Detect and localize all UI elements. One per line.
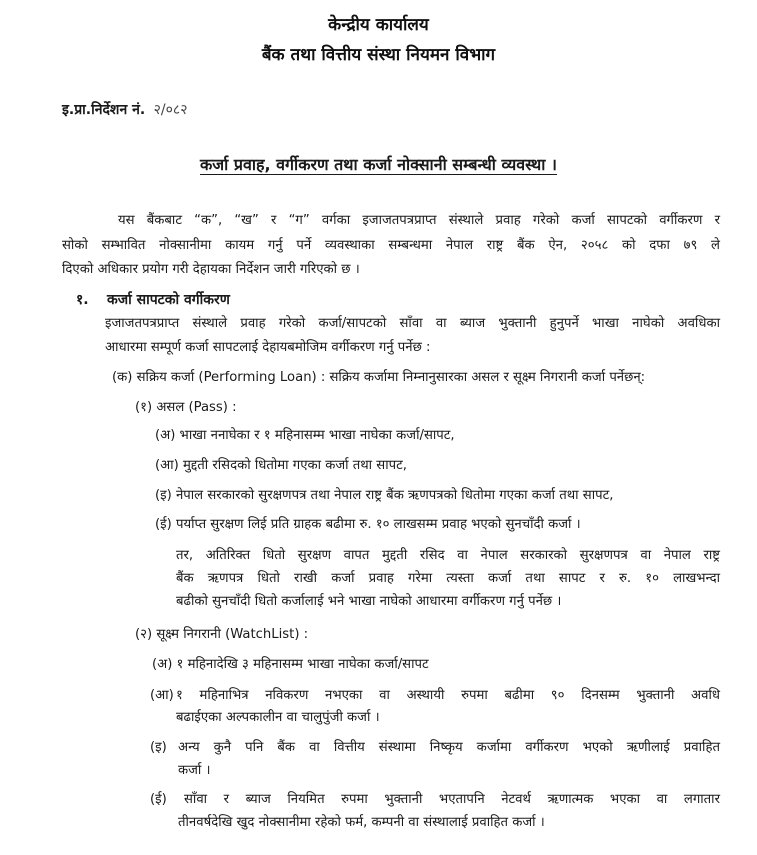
pass-item: (ई) पर्याप्त सुरक्षण लिई प्रति ग्राहक बढीमा रु. १० लाखसम्म प्रवाह भएको सुनचाँदी कर्जा । (155, 517, 581, 532)
section-paragraph-line: आधारमा सम्पूर्ण कर्जा सापटलाई देहायबमोजिम वर्गीकरण गर्नु पर्नेछ : (105, 340, 431, 355)
directive-value: २/०८२ (153, 102, 188, 118)
section-heading: कर्जा सापटको वर्गीकरण (107, 292, 230, 308)
section-paragraph-line: इजाजतपत्रप्राप्त संस्थाले प्रवाह गरेको कर्जा/सापटको साँवा वा ब्याज भुक्तानी हुनुपर्ने भाखा नाघेको अवधिका (105, 316, 720, 331)
watchlist-item: (अ) १ महिनादेखि ३ महिनासम्म भाखा नाघेका कर्जा/सापट (152, 657, 429, 672)
section-number: १. (76, 292, 89, 308)
pass-item: (इ) नेपाल सरकारको सुरक्षणपत्र तथा नेपाल राष्ट्र बैंक ऋणपत्रको धितोमा गएका कर्जा तथा सापट, (155, 488, 614, 503)
proviso-line: तर, अतिरिक्त धितो सुरक्षण वापत मुद्दती रसिद वा नेपाल सरकारको सुरक्षणपत्र वा नेपाल राष्ट्र (176, 548, 720, 563)
proviso-line: बढीको सुनचाँदी धितो कर्जालाई भने भाखा नाघेको आधारमा वर्गीकरण गर्नु पर्नेछ । (176, 594, 562, 609)
document-title: कर्जा प्रवाह, वर्गीकरण तथा कर्जा नोक्सानी सम्बन्धी व्यवस्था । (199, 155, 557, 174)
watchlist-item-line: तीनवर्षदेखि खुद नोक्सानीमा रहेको फर्म, कम्पनी वा संस्थालाई प्रवाहित कर्जा । (178, 815, 545, 830)
watchlist-heading: (२) सूक्ष्म निगरानी (WatchList) : (135, 627, 309, 642)
office-heading: केन्द्रीय कार्यालय (328, 15, 429, 35)
department-heading: बैंक तथा वित्तीय संस्था नियमन विभाग (261, 45, 496, 65)
watchlist-item-marker: (आ) (150, 688, 174, 703)
watchlist-item-line: १ महिनाभित्र नविकरण नभएका वा अस्थायी रुपमा बढीमा ९० दिनसम्म भुक्तानी अवधि (176, 688, 720, 703)
pass-heading: (१) असल (Pass) : (135, 400, 237, 415)
intro-line: दिएको अधिकार प्रयोग गरी देहायका निर्देशन जारी गरिएको छ । (62, 262, 360, 277)
proviso-line: बैंक ऋणपत्र धितो राखी कर्जा प्रवाह गरेमा त्यस्ता कर्जा तथा सापट र रु. १० लाखभन्दा (176, 571, 720, 586)
watchlist-item-marker: (ई) (150, 792, 167, 807)
intro-line: सोको सम्भावित नोक्सानीमा कायम गर्नु पर्ने व्यवस्थाका सम्बन्धमा नेपाल राष्ट्र बैंक ऐन, २०५८ को दफा ७९ ले (62, 238, 720, 253)
directive-label: इ.प्रा.निर्देशन नं. (62, 102, 146, 118)
intro-line: यस बैंकबाट “क”, “ख” र “ग” वर्गका इजाजतपत्रप्राप्त संस्थाले प्रवाह गरेको कर्जा सापटको वर्गीकरण र (118, 213, 720, 228)
pass-item: (आ) मुद्दती रसिदको धितोमा गएका कर्जा तथा सापट, (155, 458, 407, 473)
watchlist-item-line: अन्य कुनै पनि बैंक वा वित्तीय संस्थामा निष्कृय कर्जामा वर्गीकरण भएको ऋणीलाई प्रवाहित (178, 740, 720, 755)
pass-item: (अ) भाखा ननाघेका र १ महिनासम्म भाखा नाघेका कर्जा/सापट, (155, 428, 455, 443)
watchlist-item-line: बढाईएका अल्पकालीन वा चालुपुंजी कर्जा । (176, 710, 380, 725)
watchlist-item-marker: (इ) (150, 740, 167, 755)
watchlist-item-line: कर्जा । (178, 763, 211, 778)
watchlist-item-line: साँवा र ब्याज नियमित रुपमा भुक्तानी भएतापनि नेटवर्थ ऋणात्मक भएका वा लगातार (184, 792, 720, 807)
performing-loan-clause: (क) सक्रिय कर्जा (Performing Loan) : सक्रिय कर्जामा निम्नानुसारका असल र सूक्ष्म निगरानी कर्जा पर्नेछन्: (112, 370, 646, 385)
directive-number (62, 100, 187, 119)
